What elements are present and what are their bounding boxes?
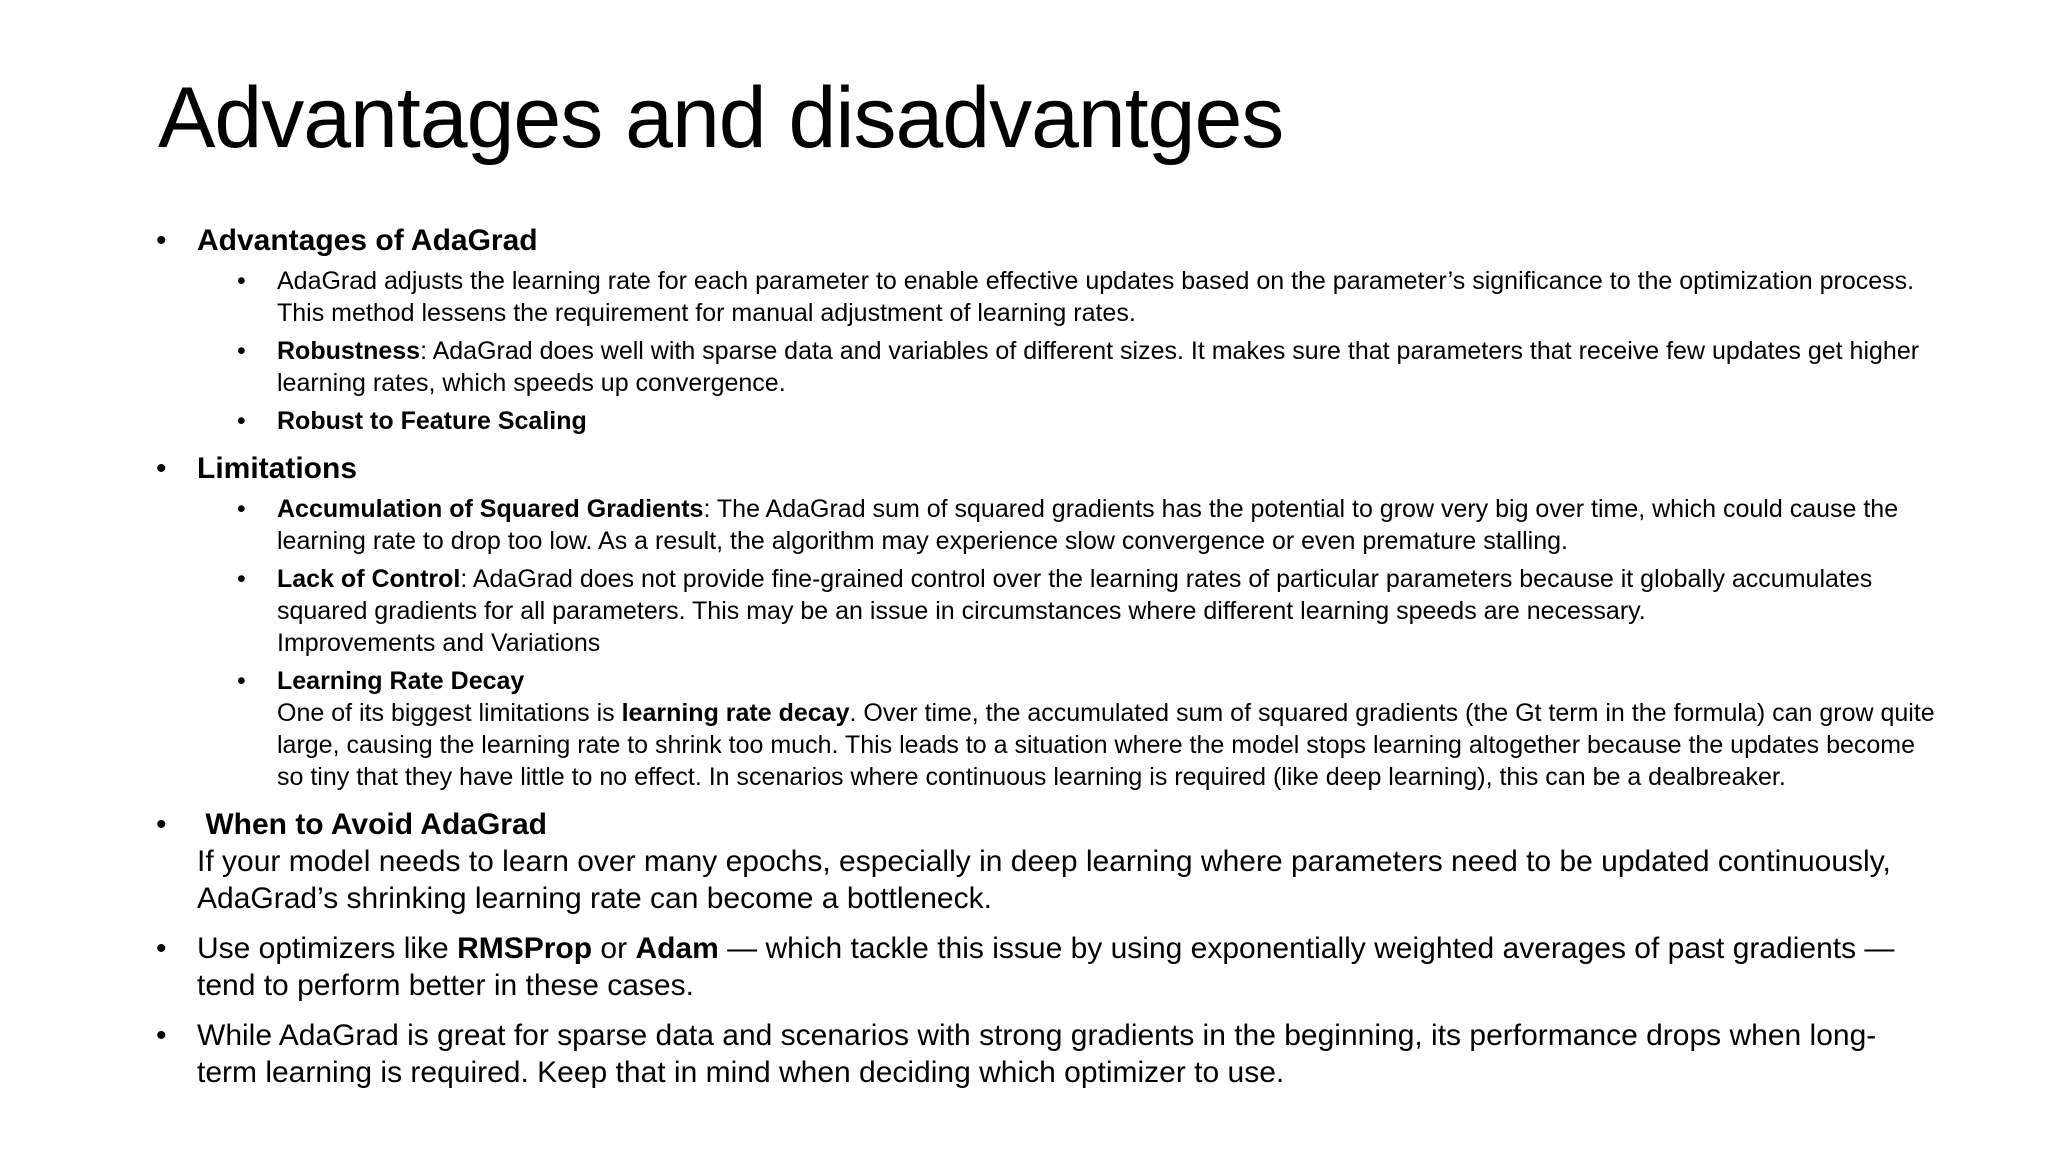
bullet-dot: •	[156, 452, 167, 485]
limitation-item-3-inline-bold: learning rate decay	[621, 699, 850, 727]
limitation-item-3-bold: Learning Rate Decay	[277, 667, 525, 695]
limitation-item-2-bold: Lack of Control	[277, 565, 461, 593]
limitation-item-3-pre: One of its biggest limitations is	[277, 699, 622, 727]
advantages-heading: Advantages of AdaGrad	[197, 224, 538, 257]
bullet-dot: •	[237, 267, 246, 295]
conclusion-text: While AdaGrad is great for sparse data and scenarios with strong gradients in the beginning, its performance drops when long-term learning is required. Keep that in mind when deciding which optimizer to use.	[197, 1019, 1877, 1089]
advantage-item-2	[237, 335, 1936, 399]
bullet-limitations	[156, 450, 1936, 487]
bullet-dot: •	[237, 667, 246, 695]
slide-body	[156, 222, 1936, 1091]
bullet-dot: •	[156, 1019, 167, 1052]
bullet-dot: •	[237, 495, 246, 523]
optimizers-mid: or	[592, 932, 636, 965]
limitation-item-2-extra: Improvements and Variations	[277, 629, 601, 657]
limitation-item-3-post: . Over time, the accumulated sum of squared gradients (the Gt term in the formula) can grow quite large, causing the learning rate to shrink too much. This leads to a situation where the model stops learning altogether because the updates become so tiny that they have little to no effect. In scenarios where continuous learning is required (like deep learning), this can be a dealbreaker.	[277, 699, 1935, 791]
slide-title: Advantages and disadvantges	[158, 70, 1284, 166]
bullet-advantages	[156, 222, 1936, 259]
advantage-item-2-text: : AdaGrad does well with sparse data and variables of different sizes. It makes sure that parameters that receive few updates get higher learning rates, which speeds up convergence.	[277, 337, 1920, 397]
bullet-dot: •	[156, 224, 167, 257]
limitation-item-1-bold: Accumulation of Squared Gradients	[277, 495, 704, 523]
bullet-dot: •	[237, 407, 246, 435]
bullet-conclusion	[156, 1017, 1936, 1091]
optimizers-pre: Use optimizers like	[197, 932, 458, 965]
optimizers-post: — which tackle this issue by using exponentially weighted averages of past gradients — tend to perform better in these cases.	[197, 932, 1895, 1002]
advantage-item-1-text: AdaGrad adjusts the learning rate for each parameter to enable effective updates based on the parameter’s significance to the optimization process. This method lessens the requirement for manual adjustment of learning rates.	[277, 267, 1915, 327]
limitation-item-2-text: : AdaGrad does not provide fine-grained control over the learning rates of particular parameters because it globally accumulates squared gradients for all parameters. This may be an issue in circumstances where different learning speeds are necessary.	[277, 565, 1873, 625]
bullet-dot: •	[237, 565, 246, 593]
advantage-item-1	[237, 265, 1936, 329]
limitation-item-3	[237, 665, 1936, 793]
bullet-dot: •	[156, 808, 167, 841]
avoid-heading: When to Avoid AdaGrad	[197, 808, 547, 841]
bullet-optimizers	[156, 930, 1936, 1004]
advantage-item-3-bold: Robust to Feature Scaling	[277, 407, 587, 435]
bullet-when-to-avoid	[156, 806, 1936, 917]
limitation-item-1-text: : The AdaGrad sum of squared gradients has the potential to grow very big over time, which could cause the learning rate to drop too low. As a result, the algorithm may experience slow convergence or even premature stalling.	[277, 495, 1899, 555]
limitation-item-2	[237, 563, 1936, 659]
limitations-heading: Limitations	[197, 452, 358, 485]
optimizer-adam: Adam	[635, 932, 719, 965]
advantage-item-2-bold: Robustness	[277, 337, 421, 365]
optimizer-rmsprop: RMSProp	[457, 932, 593, 965]
limitation-item-1	[237, 493, 1936, 557]
advantage-item-3	[237, 405, 1936, 437]
avoid-text: If your model needs to learn over many epochs, especially in deep learning where parameters need to be updated continuously, AdaGrad’s shrinking learning rate can become a bottleneck.	[197, 845, 1891, 915]
bullet-dot: •	[156, 932, 167, 965]
bullet-dot: •	[237, 337, 246, 365]
